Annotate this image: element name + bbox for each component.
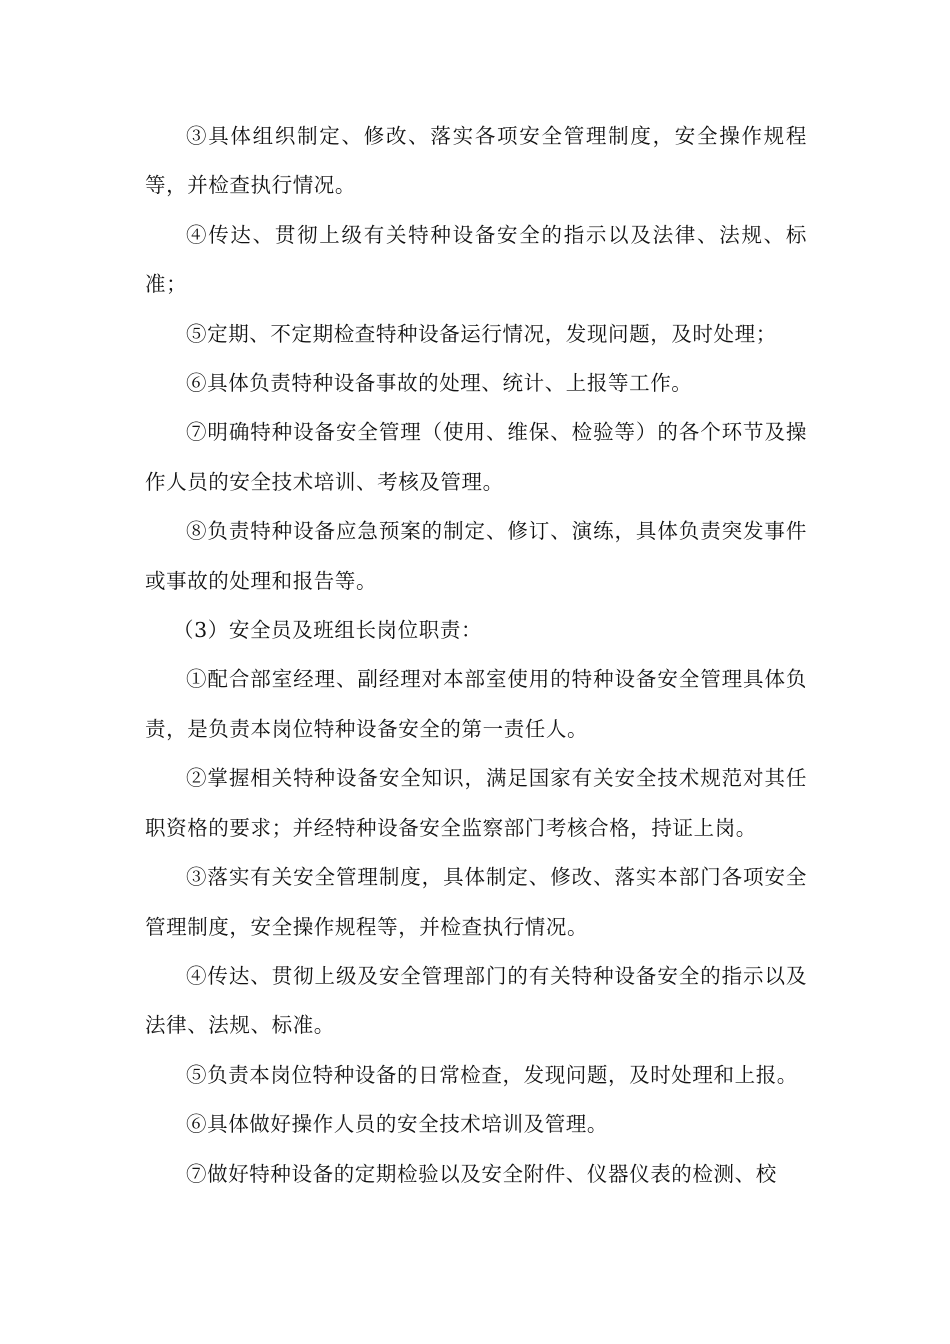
paragraph: ⑤定期、不定期检查特种设备运行情况，发现问题，及时处理； [186, 321, 777, 346]
paragraph: ④传达、贯彻上级有关特种设备安全的指示以及法律、法规、标准； [145, 222, 807, 297]
paragraph: ⑦做好特种设备的定期检验以及安全附件、仪器仪表的检测、校 [186, 1161, 777, 1186]
paragraph: ③具体组织制定、修改、落实各项安全管理制度，安全操作规程等，并检查执行情况。 [145, 124, 807, 198]
paragraph: ④传达、贯彻上级及安全管理部门的有关特种设备安全的指示以及法律、法规、标准。 [145, 963, 807, 1038]
section-heading: （3）安全员及班组长岗位职责： [173, 618, 483, 643]
paragraph: ②掌握相关特种设备安全知识，满足国家有关安全技术规范对其任职资格的要求；并经特种设备安全监察部门考核合格，持证上岗。 [145, 766, 807, 840]
paragraph: ⑦明确特种设备安全管理（使用、维保、检验等）的各个环节及操作人员的安全技术培训、考核及管理。 [145, 420, 807, 494]
paragraph: ①配合部室经理、副经理对本部室使用的特种设备安全管理具体负责，是负责本岗位特种设备安全的第一责任人。 [145, 667, 807, 741]
paragraph: ③落实有关安全管理制度，具体制定、修改、落实本部门各项安全管理制度，安全操作规程等，并检查执行情况。 [145, 865, 807, 939]
paragraph: ⑤负责本岗位特种设备的日常检查，发现问题，及时处理和上报。 [186, 1062, 798, 1087]
paragraph: ⑥具体做好操作人员的安全技术培训及管理。 [186, 1112, 608, 1137]
paragraph: ⑥具体负责特种设备事故的处理、统计、上报等工作。 [186, 371, 693, 396]
paragraph: ⑧负责特种设备应急预案的制定、修订、演练，具体负责突发事件或事故的处理和报告等。 [145, 519, 807, 593]
document-body [145, 112, 807, 1199]
